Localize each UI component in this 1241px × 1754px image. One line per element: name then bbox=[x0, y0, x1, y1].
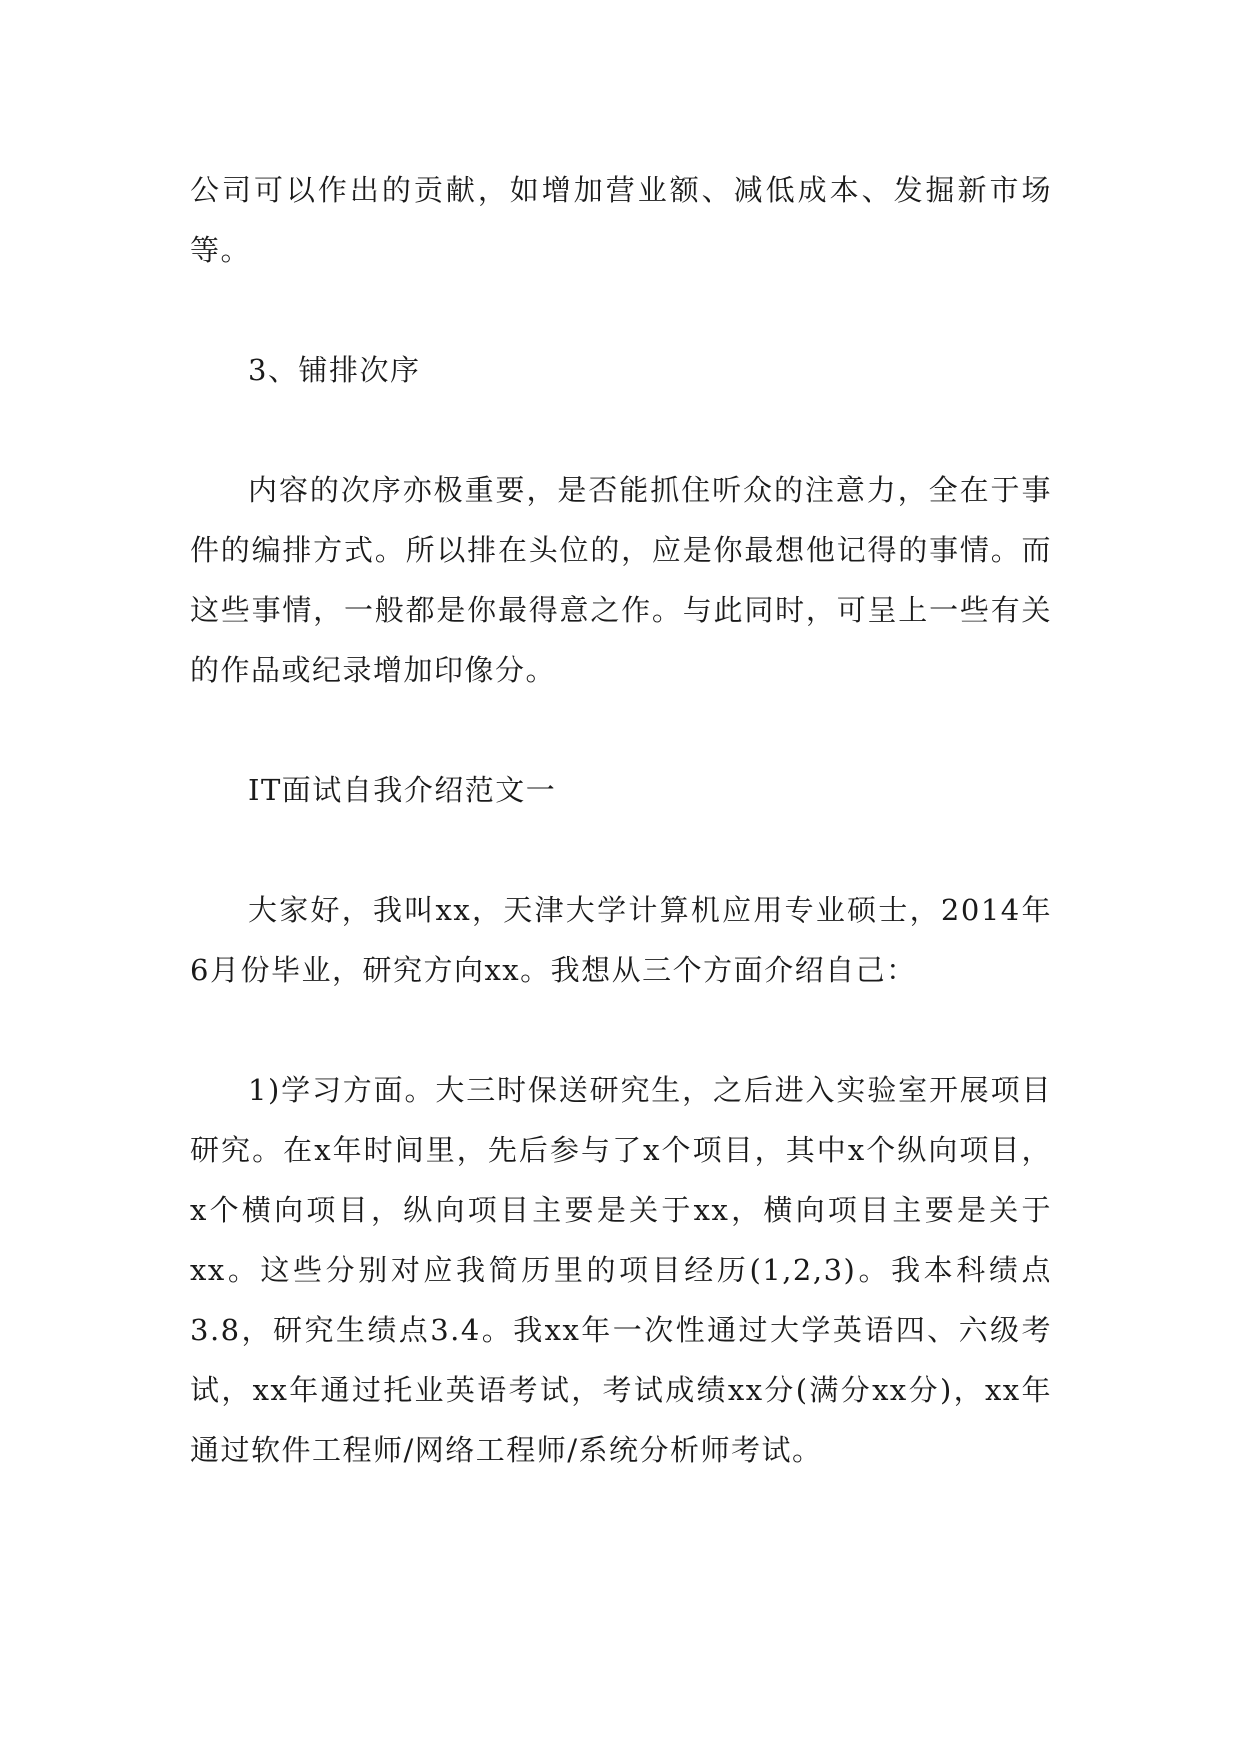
paragraph-study-aspect: 1)学习方面。大三时保送研究生，之后进入实验室开展项目研究。在x年时间里，先后参与了x个项目，其中x个纵向项目，x个横向项目，纵向项目主要是关于xx，横向项目主要是关于xx。这些分别对应我简历里的项目经历(1,2,3)。我本科绩点3.8，研究生绩点3.4。我xx年一次性通过大学英语四、六级考试，xx年通过托业英语考试，考试成绩xx分(满分xx分)，xx年通过软件工程师/网络工程师/系统分析师考试。 bbox=[190, 1073, 1052, 1467]
heading-it-interview-sample: IT面试自我介绍范文一 bbox=[248, 773, 557, 807]
paragraph-self-intro: 大家好，我叫xx，天津大学计算机应用专业硕士，2014年6月份毕业，研究方向xx。我想从三个方面介绍自己： bbox=[190, 893, 1052, 987]
paragraph-content-order: 内容的次序亦极重要，是否能抓住听众的注意力，全在于事件的编排方式。所以排在头位的，应是你最想他记得的事情。而这些事情，一般都是你最得意之作。与此同时，可呈上一些有关的作品或纪录增加印像分。 bbox=[190, 473, 1052, 687]
paragraph-contribution: 公司可以作出的贡献，如增加营业额、减低成本、发掘新市场等。 bbox=[190, 173, 1052, 267]
heading-arrangement-order: 3、铺排次序 bbox=[248, 353, 421, 387]
document-body bbox=[190, 160, 1052, 1540]
